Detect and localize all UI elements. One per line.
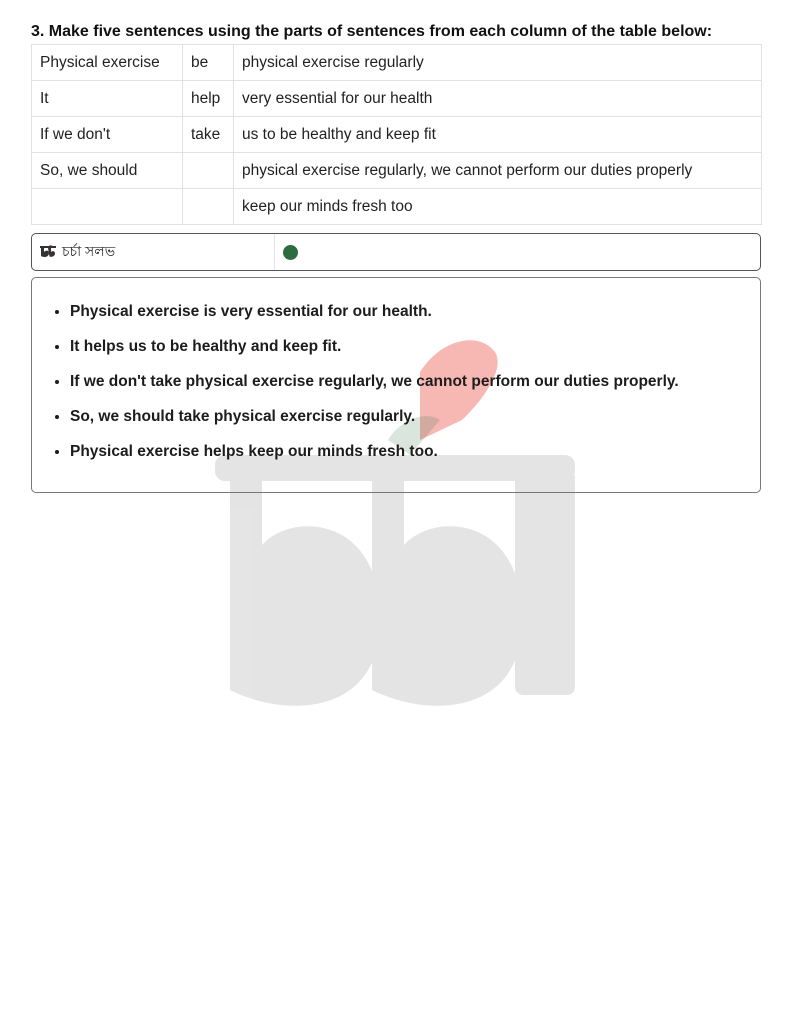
- question-heading: 3. Make five sentences using the parts of sentences from each column of the table below:: [31, 23, 713, 40]
- table-cell: If we don't: [32, 117, 183, 153]
- table-cell: Physical exercise: [32, 45, 183, 81]
- answer-list: [32, 302, 760, 462]
- table-cell: It: [32, 81, 183, 117]
- table-cell: [183, 189, 234, 225]
- list-item: • So, we should take physical exercise regularly.: [70, 407, 760, 427]
- charcha-logo-icon: [40, 245, 56, 259]
- solution-tag-bar: [31, 233, 761, 271]
- answer-box: [31, 277, 761, 493]
- content: [31, 20, 761, 493]
- solution-tag: [32, 234, 275, 270]
- table-row: [32, 45, 762, 81]
- table-cell: [32, 189, 183, 225]
- table-cell: [183, 153, 234, 189]
- status-dot: [283, 245, 298, 260]
- table-cell: physical exercise regularly, we cannot perform our duties properly: [234, 153, 762, 189]
- table-cell: keep our minds fresh too: [234, 189, 762, 225]
- table-row: [32, 189, 762, 225]
- sentence-parts-table: [31, 44, 762, 225]
- table-cell: physical exercise regularly: [234, 45, 762, 81]
- table-row: [32, 117, 762, 153]
- list-item: • It helps us to be healthy and keep fit.: [70, 337, 760, 357]
- table-cell: us to be healthy and keep fit: [234, 117, 762, 153]
- table-cell: So, we should: [32, 153, 183, 189]
- table-row: [32, 81, 762, 117]
- list-item: • Physical exercise is very essential for our health.: [70, 302, 760, 322]
- table-cell: very essential for our health: [234, 81, 762, 117]
- table-cell: be: [183, 45, 234, 81]
- table-cell: help: [183, 81, 234, 117]
- list-item: • Physical exercise helps keep our minds fresh too.: [70, 442, 760, 462]
- table-row: [32, 153, 762, 189]
- table-cell: take: [183, 117, 234, 153]
- solution-label: চর্চা সলভ: [62, 243, 116, 259]
- list-item: • If we don't take physical exercise regularly, we cannot perform our duties properly.: [70, 372, 760, 392]
